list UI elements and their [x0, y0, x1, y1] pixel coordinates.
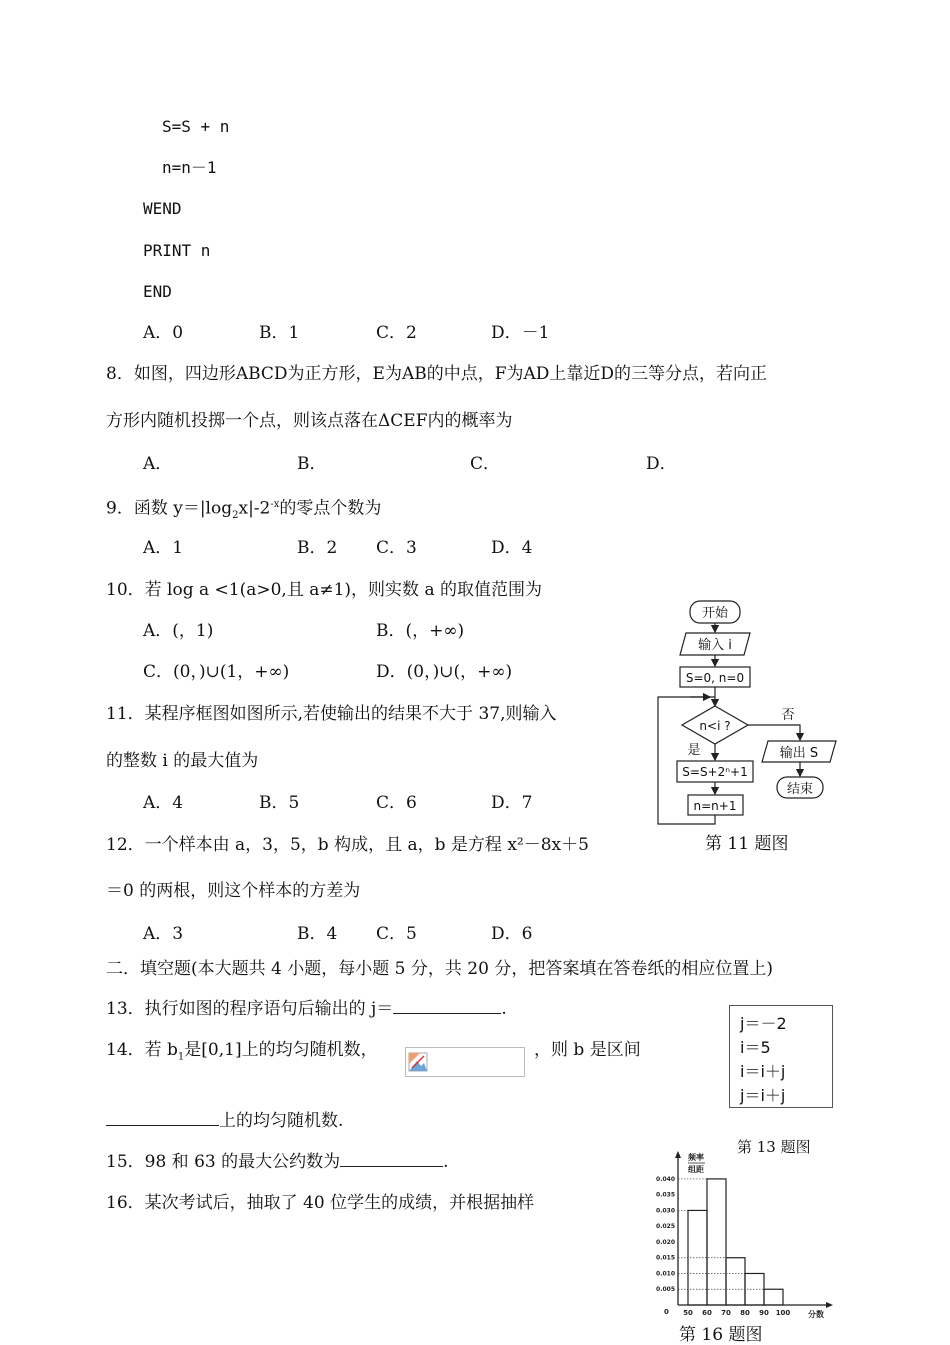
q13-stem-pre: 13．执行如图的程序语句后输出的 j＝: [106, 999, 394, 1019]
q11-option-a: A．4: [143, 793, 184, 813]
code-line: END: [143, 282, 172, 301]
q13-figure-caption: 第 13 题图: [737, 1138, 811, 1156]
q12-stem-line2: ＝0 的两根，则这个样本的方差为: [106, 881, 361, 901]
broken-image-icon: [405, 1047, 525, 1077]
q14-stem-pre: 14．若 b: [106, 1040, 178, 1060]
y-tick-label: 0.030: [656, 1207, 675, 1215]
q10-option-b: B．(，+∞): [376, 621, 465, 641]
q9-option-d: D．4: [491, 538, 533, 558]
flow-condition-label: n<i ?: [699, 719, 731, 733]
q9-option-c: C．3: [376, 538, 417, 558]
flow-no-label: 否: [781, 708, 795, 723]
histogram-bar: [764, 1289, 783, 1305]
y-tick-label: 0.020: [656, 1238, 675, 1246]
y-axis-label-bottom: 组距: [688, 1165, 704, 1174]
flow-start-label: 开始: [701, 606, 729, 621]
x-axis-arrow: [826, 1302, 833, 1308]
q7-option-c: C．2: [376, 323, 417, 343]
q15-answer-blank[interactable]: [340, 1150, 443, 1167]
q11-stem-line2: 的整数 i 的最大值为: [106, 751, 259, 771]
q8-stem-line1: 8．如图，四边形ABCD为正方形，E为AB的中点，F为AD上靠近D的三等分点，若向正: [106, 364, 768, 384]
y-axis-arrow: [675, 1151, 681, 1158]
q14-stem-post: ，则 b 是区间: [534, 1040, 641, 1060]
y-tick-label: 0.010: [656, 1270, 675, 1278]
q10-stem: 10．若 log a <1(a>0,且 a≠1)，则实数 a 的取值范围为: [106, 580, 542, 600]
origin-label: 0: [664, 1308, 669, 1316]
q11-option-b: B．5: [259, 793, 300, 813]
y-tick-label: 0.005: [656, 1286, 675, 1294]
x-tick-label: 100: [775, 1309, 791, 1317]
q13-code-box: [729, 1005, 833, 1108]
q9-option-a: A．1: [143, 538, 184, 558]
q14-stem-mid: 是[0,1]上的均匀随机数，: [184, 1040, 378, 1060]
x-tick-label: 50: [683, 1309, 693, 1317]
q11-stem-line1: 11．某程序框图如图所示,若使输出的结果不大于 37,则输入: [106, 704, 557, 724]
q9-stem-mid: x|-2: [238, 498, 271, 519]
q14-stem-line2-post: 上的均匀随机数.: [219, 1111, 344, 1131]
q16-figure-caption: 第 16 题图: [679, 1325, 763, 1345]
y-axis-label-top: 频率: [688, 1153, 704, 1162]
q12-stem-line1: 12．一个样本由 a，3，5，b 构成，且 a，b 是方程 x²－8x＋5: [106, 835, 589, 855]
q10-option-d: D．(0，)∪(，+∞): [376, 662, 513, 682]
q11-option-c: C．6: [376, 793, 417, 813]
q11-flowchart: [650, 596, 850, 834]
x-tick-label: 80: [740, 1309, 750, 1317]
flow-update-n-label: n=n+1: [693, 799, 737, 813]
q9-stem-post: 的零点个数为: [279, 498, 382, 519]
q8-option-a: A．: [143, 454, 173, 474]
q13-code-line: i＝5: [740, 1038, 771, 1057]
histogram-bar: [726, 1258, 745, 1305]
q12-option-c: C．5: [376, 924, 417, 944]
q8-option-b: B．: [297, 454, 327, 474]
flow-output-label: 输出 S: [779, 746, 819, 761]
q8-option-c: C．: [470, 454, 501, 474]
q14-stem-line1: [106, 1039, 378, 1068]
y-tick-label: 0.040: [656, 1175, 675, 1183]
section-heading: 二．填空题(本大题共 4 小题，每小题 5 分，共 20 分，把答案填在答卷纸的相应位置上): [106, 959, 773, 979]
histogram-bar: [707, 1179, 726, 1305]
q10-option-a: A．(，1): [143, 621, 214, 641]
q8-stem-line2: 方形内随机投掷一个点，则该点落在ΔCEF内的概率为: [106, 411, 513, 431]
q9-option-b: B．2: [297, 538, 338, 558]
q14-answer-blank[interactable]: [106, 1109, 219, 1126]
q15-stem-post: .: [443, 1152, 449, 1172]
q13-stem-post: .: [501, 999, 507, 1019]
q13-code-line: j＝i＋j: [740, 1086, 786, 1105]
q13-stem: [106, 997, 507, 1020]
q9-stem-sub: 2: [232, 510, 239, 522]
x-tick-label: 70: [721, 1309, 731, 1317]
q9-stem-sup: -x: [270, 499, 280, 510]
q9-stem-pre: 9．函数 y＝|log: [106, 498, 233, 519]
q15-stem: [106, 1150, 449, 1173]
flow-end-label: 结束: [786, 782, 814, 797]
q7-option-b: B．1: [259, 323, 300, 343]
q14-stem-sub: 1: [177, 1051, 185, 1063]
flow-update-s-label: S=S+2ⁿ+1: [682, 765, 748, 779]
q12-option-b: B．4: [297, 924, 338, 944]
q7-option-d: D．－1: [491, 323, 550, 343]
y-tick-label: 0.025: [656, 1223, 675, 1231]
flow-input-label: 输入 i: [698, 638, 732, 653]
code-line: n=n－1: [162, 158, 217, 177]
q10-option-c: C．(0，)∪(1，+∞): [143, 662, 290, 682]
q7-option-a: A．0: [143, 323, 184, 343]
q9-stem: [106, 494, 381, 527]
q13-code-line: i＝i＋j: [740, 1062, 786, 1081]
q13-answer-blank[interactable]: [393, 997, 501, 1014]
y-tick-label: 0.035: [656, 1191, 675, 1199]
q11-figure-caption: 第 11 题图: [705, 834, 789, 854]
q14-stem-line2: [106, 1109, 343, 1132]
q11-option-d: D．7: [491, 793, 533, 813]
y-tick-label: 0.015: [656, 1254, 675, 1262]
flow-init-label: S=0, n=0: [685, 671, 745, 685]
code-line: WEND: [143, 199, 182, 218]
x-tick-label: 60: [702, 1309, 712, 1317]
flow-yes-label: 是: [687, 743, 701, 758]
code-line: PRINT n: [143, 241, 211, 260]
q15-stem-pre: 15．98 和 63 的最大公约数为: [106, 1152, 341, 1172]
q16-stem: 16．某次考试后，抽取了 40 位学生的成绩，并根据抽样: [106, 1193, 535, 1213]
q13-code-line: j＝－2: [740, 1014, 787, 1033]
q12-option-a: A．3: [143, 924, 184, 944]
x-tick-label: 90: [759, 1309, 769, 1317]
x-axis-label: 分数: [808, 1310, 824, 1319]
q8-option-d: D．: [646, 454, 677, 474]
q16-histogram: [640, 1148, 840, 1322]
code-line: S=S + n: [162, 117, 230, 136]
q12-option-d: D．6: [491, 924, 533, 944]
